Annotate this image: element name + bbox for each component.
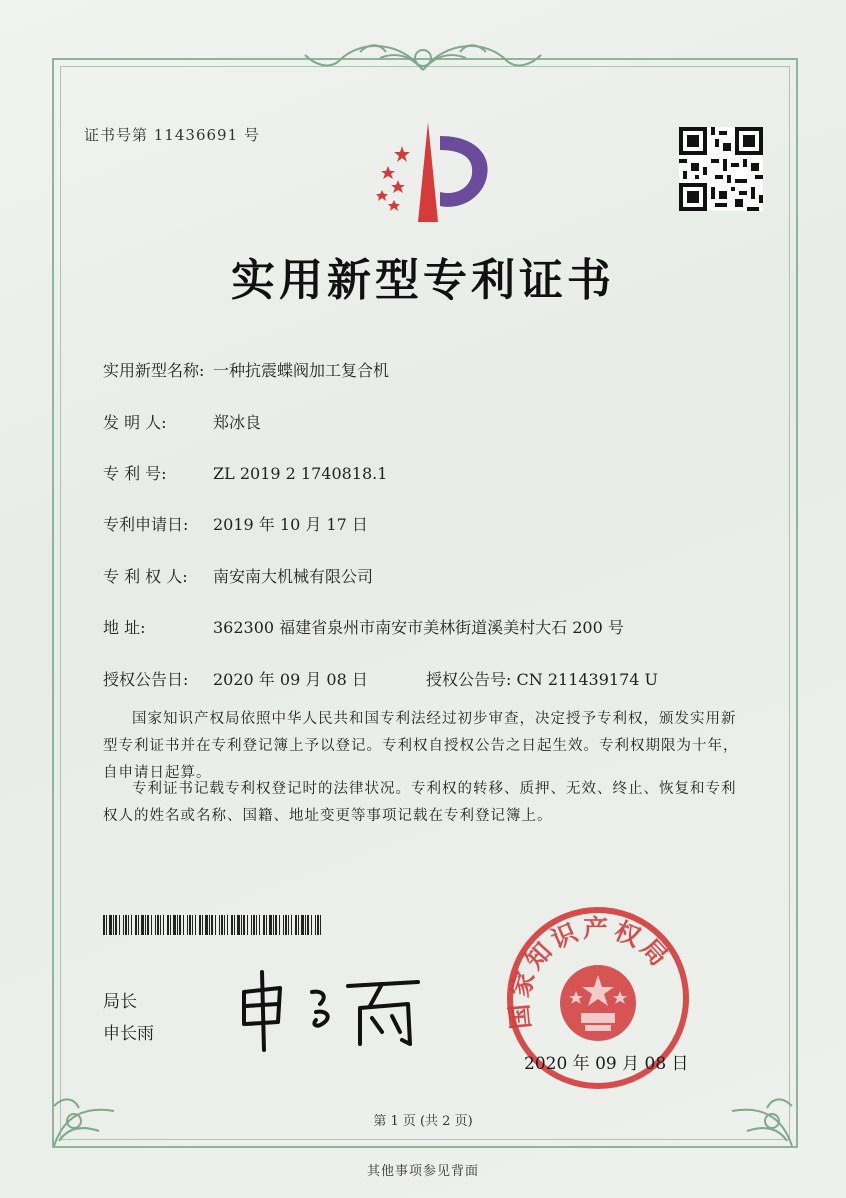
director-signature xyxy=(232,962,432,1054)
field-announcement-no-value: CN 211439174 U xyxy=(516,670,659,689)
barcode xyxy=(103,915,323,935)
field-name xyxy=(103,358,389,381)
field-announcement-date-value: 2020 年 09 月 08 日 xyxy=(213,670,368,689)
field-announcement-no-label: 授权公告号: xyxy=(426,670,512,689)
page-number: 第 1 页 (共 2 页) xyxy=(373,1114,473,1129)
field-announcement-date xyxy=(103,667,368,690)
field-address-label: 地 址: xyxy=(103,618,146,637)
qr-code xyxy=(679,127,763,211)
field-patentee-value: 南安南大机械有限公司 xyxy=(213,567,374,586)
footer-note: 其他事项参见背面 xyxy=(366,1164,479,1179)
field-inventor-label: 发 明 人: xyxy=(103,413,167,432)
field-inventor-value: 郑冰良 xyxy=(213,413,262,432)
certificate-title: 实用新型专利证书 xyxy=(231,255,615,306)
field-patent-no xyxy=(103,461,387,484)
patent-office-logo-icon xyxy=(358,118,498,230)
certificate-number: 证书号第 11436691 号 xyxy=(84,126,260,144)
director-name: 申长雨 xyxy=(103,1024,154,1044)
field-name-value: 一种抗震蝶阀加工复合机 xyxy=(213,361,390,380)
field-inventor xyxy=(103,410,261,433)
field-address-value: 362300 福建省泉州市南安市美林街道溪美村大石 200 号 xyxy=(213,618,624,637)
body-paragraph-2: 专利证书记载专利权登记时的法律状况。专利权的转移、质押、无效、终止、恢复和专利权人的姓名或名称、国籍、地址变更等事项记载在专利登记簿上。 xyxy=(103,781,737,824)
field-announcement-no xyxy=(426,667,658,690)
director-title: 局长 xyxy=(103,992,137,1012)
field-filing-date-label: 专利申请日: xyxy=(103,515,189,534)
top-ornament xyxy=(300,30,546,80)
seal-text: 国家知识产权局 xyxy=(504,913,677,1031)
field-filing-date xyxy=(103,512,368,535)
field-patent-no-label: 专 利 号: xyxy=(103,464,167,483)
seal-date: 2020 年 09 月 08 日 xyxy=(524,1054,689,1074)
field-announcement-date-label: 授权公告日: xyxy=(103,670,189,689)
field-patent-no-value: ZL 2019 2 1740818.1 xyxy=(213,464,388,483)
field-address xyxy=(103,615,624,638)
field-patentee-label: 专 利 权 人: xyxy=(103,567,188,586)
field-filing-date-value: 2019 年 10 月 17 日 xyxy=(213,515,368,534)
field-name-label: 实用新型名称: xyxy=(103,361,205,380)
body-paragraph-1: 国家知识产权局依照中华人民共和国专利法经过初步审查，决定授予专利权，颁发实用新型专利证书并在专利登记簿上予以登记。专利权自授权公告之日起生效。专利权期限为十年，自申请日起算。 xyxy=(103,711,739,781)
field-patentee xyxy=(103,564,373,587)
